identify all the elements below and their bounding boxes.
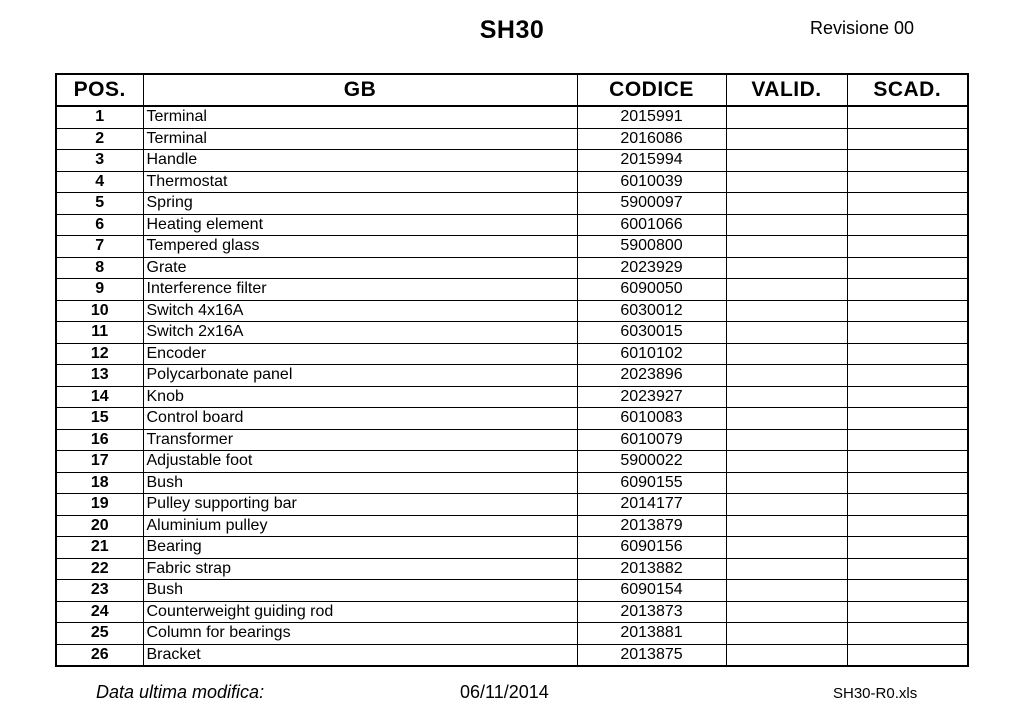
pos-cell: 11 bbox=[56, 322, 143, 344]
description-cell: Aluminium pulley bbox=[143, 515, 577, 537]
code-cell: 5900800 bbox=[577, 236, 726, 258]
description-cell: Bearing bbox=[143, 537, 577, 559]
column-header-scad: SCAD. bbox=[847, 74, 968, 106]
code-cell: 6030015 bbox=[577, 322, 726, 344]
code-cell: 2013881 bbox=[577, 623, 726, 645]
description-cell: Handle bbox=[143, 150, 577, 172]
scad-cell bbox=[847, 171, 968, 193]
valid-cell bbox=[726, 580, 847, 602]
pos-cell: 5 bbox=[56, 193, 143, 215]
scad-cell bbox=[847, 451, 968, 473]
pos-cell: 20 bbox=[56, 515, 143, 537]
code-cell: 6090156 bbox=[577, 537, 726, 559]
scad-cell bbox=[847, 429, 968, 451]
description-cell: Column for bearings bbox=[143, 623, 577, 645]
table-row bbox=[56, 322, 968, 344]
code-cell: 2013879 bbox=[577, 515, 726, 537]
valid-cell bbox=[726, 494, 847, 516]
table-row bbox=[56, 279, 968, 301]
scad-cell bbox=[847, 193, 968, 215]
table-row bbox=[56, 451, 968, 473]
valid-cell bbox=[726, 623, 847, 645]
description-cell: Polycarbonate panel bbox=[143, 365, 577, 387]
code-cell: 2015991 bbox=[577, 106, 726, 128]
description-cell: Counterweight guiding rod bbox=[143, 601, 577, 623]
code-cell: 2013875 bbox=[577, 644, 726, 666]
pos-cell: 10 bbox=[56, 300, 143, 322]
valid-cell bbox=[726, 537, 847, 559]
description-cell: Adjustable foot bbox=[143, 451, 577, 473]
pos-cell: 9 bbox=[56, 279, 143, 301]
description-cell: Control board bbox=[143, 408, 577, 430]
pos-cell: 7 bbox=[56, 236, 143, 258]
scad-cell bbox=[847, 300, 968, 322]
table-row bbox=[56, 558, 968, 580]
pos-cell: 24 bbox=[56, 601, 143, 623]
code-cell: 2013882 bbox=[577, 558, 726, 580]
revision-label: Revisione 00 bbox=[810, 18, 915, 38]
table-row bbox=[56, 236, 968, 258]
table-row bbox=[56, 365, 968, 387]
table-row bbox=[56, 515, 968, 537]
valid-cell bbox=[726, 214, 847, 236]
table-row bbox=[56, 257, 968, 279]
table-row bbox=[56, 150, 968, 172]
document-title: SH30 bbox=[479, 16, 545, 44]
table-row bbox=[56, 214, 968, 236]
valid-cell bbox=[726, 601, 847, 623]
code-cell: 2023896 bbox=[577, 365, 726, 387]
pos-cell: 1 bbox=[56, 106, 143, 128]
description-cell: Switch 4x16A bbox=[143, 300, 577, 322]
valid-cell bbox=[726, 365, 847, 387]
scad-cell bbox=[847, 644, 968, 666]
valid-cell bbox=[726, 322, 847, 344]
pos-cell: 14 bbox=[56, 386, 143, 408]
code-cell: 6010079 bbox=[577, 429, 726, 451]
description-cell: Bush bbox=[143, 580, 577, 602]
valid-cell bbox=[726, 106, 847, 128]
file-name: SH30-R0.xls bbox=[833, 685, 918, 702]
scad-cell bbox=[847, 601, 968, 623]
table-body bbox=[56, 106, 968, 666]
scad-cell bbox=[847, 106, 968, 128]
description-cell: Heating element bbox=[143, 214, 577, 236]
description-cell: Switch 2x16A bbox=[143, 322, 577, 344]
code-cell: 6030012 bbox=[577, 300, 726, 322]
description-cell: Fabric strap bbox=[143, 558, 577, 580]
description-cell: Thermostat bbox=[143, 171, 577, 193]
description-cell: Terminal bbox=[143, 106, 577, 128]
pos-cell: 13 bbox=[56, 365, 143, 387]
scad-cell bbox=[847, 343, 968, 365]
description-cell: Transformer bbox=[143, 429, 577, 451]
parts-table bbox=[55, 73, 969, 667]
scad-cell bbox=[847, 236, 968, 258]
pos-cell: 18 bbox=[56, 472, 143, 494]
pos-cell: 16 bbox=[56, 429, 143, 451]
scad-cell bbox=[847, 537, 968, 559]
valid-cell bbox=[726, 279, 847, 301]
code-cell: 2013873 bbox=[577, 601, 726, 623]
valid-cell bbox=[726, 451, 847, 473]
table-row bbox=[56, 386, 968, 408]
description-cell: Spring bbox=[143, 193, 577, 215]
table-row bbox=[56, 106, 968, 128]
pos-cell: 8 bbox=[56, 257, 143, 279]
scad-cell bbox=[847, 558, 968, 580]
pos-cell: 6 bbox=[56, 214, 143, 236]
code-cell: 6090154 bbox=[577, 580, 726, 602]
description-cell: Interference filter bbox=[143, 279, 577, 301]
valid-cell bbox=[726, 343, 847, 365]
scad-cell bbox=[847, 279, 968, 301]
valid-cell bbox=[726, 429, 847, 451]
description-cell: Grate bbox=[143, 257, 577, 279]
pos-cell: 26 bbox=[56, 644, 143, 666]
last-modified-label: Data ultima modifica: bbox=[96, 682, 265, 702]
code-cell: 2014177 bbox=[577, 494, 726, 516]
column-header-pos: POS. bbox=[56, 74, 143, 106]
pos-cell: 25 bbox=[56, 623, 143, 645]
valid-cell bbox=[726, 408, 847, 430]
last-modified-date: 06/11/2014 bbox=[460, 682, 549, 702]
table-row bbox=[56, 300, 968, 322]
code-cell: 2023927 bbox=[577, 386, 726, 408]
column-header-codice: CODICE bbox=[577, 74, 726, 106]
description-cell: Bush bbox=[143, 472, 577, 494]
table-header-row bbox=[56, 74, 968, 106]
table-row bbox=[56, 472, 968, 494]
scad-cell bbox=[847, 257, 968, 279]
table-row bbox=[56, 171, 968, 193]
valid-cell bbox=[726, 236, 847, 258]
valid-cell bbox=[726, 515, 847, 537]
table-row bbox=[56, 537, 968, 559]
table-row bbox=[56, 429, 968, 451]
code-cell: 6090050 bbox=[577, 279, 726, 301]
code-cell: 5900022 bbox=[577, 451, 726, 473]
column-header-gb: GB bbox=[143, 74, 577, 106]
table-row bbox=[56, 408, 968, 430]
valid-cell bbox=[726, 558, 847, 580]
scad-cell bbox=[847, 408, 968, 430]
scad-cell bbox=[847, 150, 968, 172]
pos-cell: 22 bbox=[56, 558, 143, 580]
pos-cell: 2 bbox=[56, 128, 143, 150]
code-cell: 2016086 bbox=[577, 128, 726, 150]
valid-cell bbox=[726, 171, 847, 193]
code-cell: 5900097 bbox=[577, 193, 726, 215]
pos-cell: 19 bbox=[56, 494, 143, 516]
code-cell: 2023929 bbox=[577, 257, 726, 279]
code-cell: 6010039 bbox=[577, 171, 726, 193]
valid-cell bbox=[726, 193, 847, 215]
table-row bbox=[56, 128, 968, 150]
description-cell: Pulley supporting bar bbox=[143, 494, 577, 516]
pos-cell: 3 bbox=[56, 150, 143, 172]
scad-cell bbox=[847, 515, 968, 537]
table-row bbox=[56, 343, 968, 365]
column-header-valid: VALID. bbox=[726, 74, 847, 106]
valid-cell bbox=[726, 300, 847, 322]
scad-cell bbox=[847, 386, 968, 408]
scad-cell bbox=[847, 580, 968, 602]
pos-cell: 21 bbox=[56, 537, 143, 559]
scad-cell bbox=[847, 494, 968, 516]
table-row bbox=[56, 623, 968, 645]
pos-cell: 17 bbox=[56, 451, 143, 473]
valid-cell bbox=[726, 386, 847, 408]
description-cell: Terminal bbox=[143, 128, 577, 150]
scad-cell bbox=[847, 214, 968, 236]
description-cell: Bracket bbox=[143, 644, 577, 666]
scad-cell bbox=[847, 472, 968, 494]
description-cell: Tempered glass bbox=[143, 236, 577, 258]
description-cell: Knob bbox=[143, 386, 577, 408]
table-row bbox=[56, 494, 968, 516]
code-cell: 6090155 bbox=[577, 472, 726, 494]
scad-cell bbox=[847, 128, 968, 150]
pos-cell: 15 bbox=[56, 408, 143, 430]
pos-cell: 4 bbox=[56, 171, 143, 193]
description-cell: Encoder bbox=[143, 343, 577, 365]
valid-cell bbox=[726, 128, 847, 150]
code-cell: 2015994 bbox=[577, 150, 726, 172]
scad-cell bbox=[847, 322, 968, 344]
code-cell: 6010102 bbox=[577, 343, 726, 365]
table-row bbox=[56, 580, 968, 602]
table-row bbox=[56, 193, 968, 215]
valid-cell bbox=[726, 472, 847, 494]
pos-cell: 23 bbox=[56, 580, 143, 602]
code-cell: 6010083 bbox=[577, 408, 726, 430]
valid-cell bbox=[726, 257, 847, 279]
valid-cell bbox=[726, 644, 847, 666]
scad-cell bbox=[847, 623, 968, 645]
table-row bbox=[56, 601, 968, 623]
pos-cell: 12 bbox=[56, 343, 143, 365]
scad-cell bbox=[847, 365, 968, 387]
code-cell: 6001066 bbox=[577, 214, 726, 236]
valid-cell bbox=[726, 150, 847, 172]
table-row bbox=[56, 644, 968, 666]
